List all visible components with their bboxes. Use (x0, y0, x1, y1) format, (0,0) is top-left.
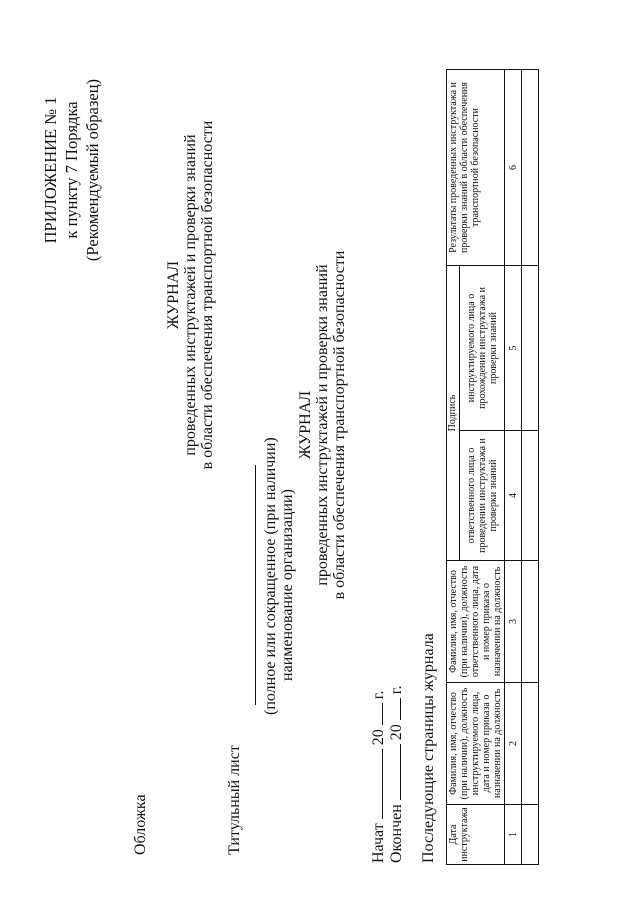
header-signature-group: Подпись (447, 265, 460, 560)
cover-subtitle-1: проведенных инструктажей и проверки знаний (182, 134, 199, 456)
header-results: Результаты проведенных инструктажа и проверки знаний в области обеспечения транспортной безопасности (447, 69, 505, 265)
column-number: 2 (505, 683, 522, 805)
ended-year-suffix: г. (388, 685, 405, 695)
started-year-prefix: 20 (370, 729, 387, 746)
column-number: 3 (505, 561, 522, 683)
started-label: Начат (370, 823, 387, 863)
table-cell (522, 561, 539, 683)
header-instructed-person: Фамилия, имя, отчество (при наличии), должность инструктируемого лица, дата и номер приказа о назначении на должность (447, 683, 505, 805)
table-cell (522, 683, 539, 805)
title-page-subtitle-2: в области обеспечения транспортной безопасности (331, 250, 348, 600)
column-number: 4 (505, 431, 522, 561)
organization-caption-1: (полное или сокращенное (при наличии) (262, 437, 279, 715)
appendix-header (40, 60, 103, 280)
organization-name-line (255, 465, 256, 705)
cover-title-block (165, 85, 216, 505)
column-number: 5 (505, 265, 522, 430)
column-number: 1 (505, 805, 522, 865)
journal-table (446, 69, 539, 865)
title-page-title: ЖУРНАЛ (297, 390, 314, 460)
table-cell (522, 69, 539, 265)
next-pages-label: Последующие страницы журнала (420, 633, 437, 863)
header-date: Дата инструктажа (447, 805, 505, 865)
table-cell (522, 431, 539, 561)
table-cell (522, 805, 539, 865)
title-page-subtitle-1: проведенных инструктажей и проверки знаний (314, 264, 331, 586)
started-year-suffix: г. (370, 690, 387, 700)
organization-caption-2: наименование организации) (279, 489, 296, 681)
cover-subtitle-2: в области обеспечения транспортной безопасности (199, 120, 216, 470)
cover-label: Обложка (132, 794, 149, 855)
header-instructed-signature: инструктируемого лица о прохождении инструктажа и проверки знаний (460, 265, 505, 430)
title-page-title-block (297, 215, 348, 635)
cover-title: ЖУРНАЛ (165, 260, 182, 330)
appendix-note: (Рекомендуемый образец) (83, 78, 102, 262)
table-header-row (447, 69, 460, 864)
table-row (522, 69, 539, 864)
table-cell (522, 265, 539, 430)
title-page-label: Титульный лист (226, 745, 243, 855)
ended-line (386, 685, 406, 863)
started-line (368, 690, 388, 863)
ended-year-prefix: 20 (388, 724, 405, 741)
appendix-number: ПРИЛОЖЕНИЕ № 1 (41, 96, 60, 244)
column-number: 6 (505, 69, 522, 265)
column-numbers-row (505, 69, 522, 864)
ended-label: Окончен (388, 804, 405, 863)
organization-caption (262, 437, 296, 715)
header-responsible-signature: ответственного лица о проведении инструктажа и проверки знаний (460, 431, 505, 561)
header-responsible-person: Фамилия, имя, отчество (при наличии), должность ответственного лица, дата и номер приказа о назначении на должность (447, 561, 505, 683)
appendix-reference: к пункту 7 Порядка (62, 101, 81, 239)
